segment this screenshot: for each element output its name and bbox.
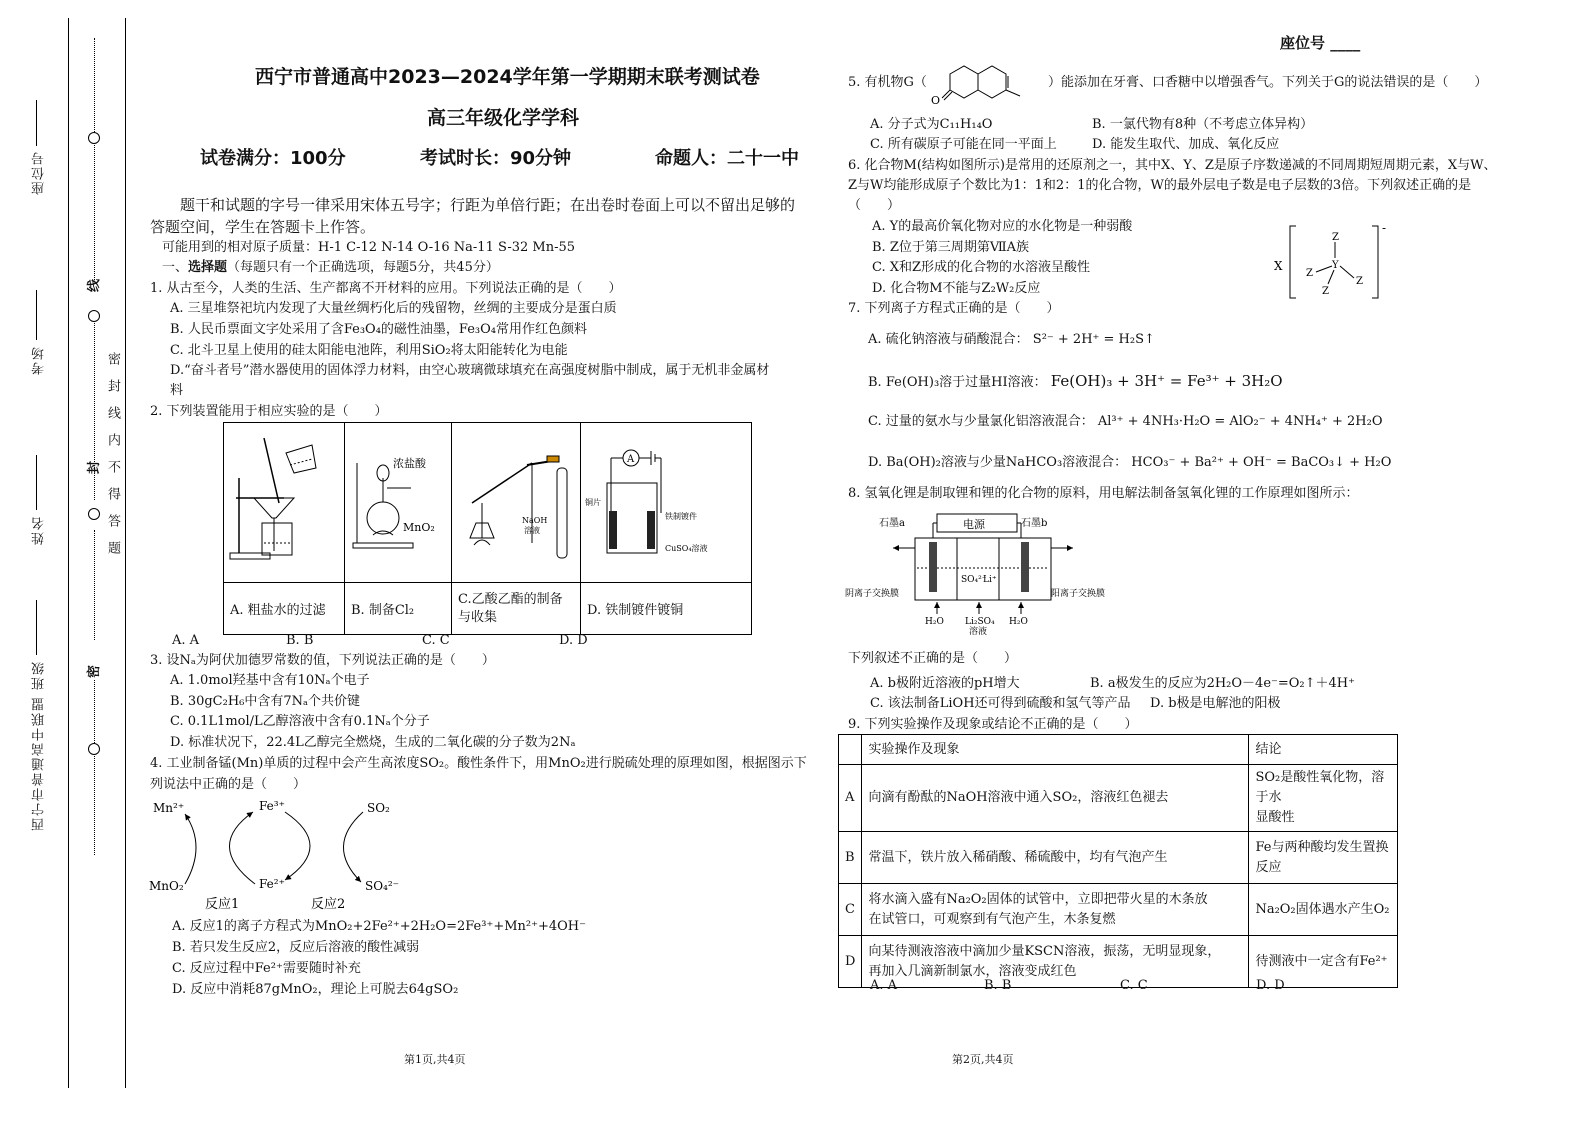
q9-row-conclusion: Na₂O₂固体遇水产生O₂ [1249, 884, 1398, 936]
q9-row-key: D [839, 936, 862, 988]
intro-line-1: 题干和试题的字号一律采用宋体五号字；行距为单倍行距；在出卷时卷面上可以不留出足够的 [180, 196, 796, 214]
q5-option-d: D. 能发生取代、加成、氧化反应 [1092, 137, 1280, 152]
class-label: 西宁市普通高中联盟 班级 [32, 660, 47, 832]
q3-option-d: D. 标准状况下，22.4L乙醇完全燃烧，生成的二氧化碳的分子数为2Nₐ [170, 735, 576, 750]
q8-stem: 8. 氢氧化锂是制取锂和锂的化合物的原料，用电解法制备氢氧化锂的工作原理如图所示： [848, 486, 1359, 501]
caption-d: D. 铁制镀件镀铜 [581, 583, 752, 635]
label-naoh-solution: 溶液 [524, 526, 540, 535]
q6-stem-bracket: （ ） [848, 198, 901, 213]
q3-option-b: B. 30gC₂H₆中含有7Nₐ个共价键 [170, 694, 361, 709]
q4-option-b: B. 若只发生反应2，反应后溶液的酸性减弱 [172, 940, 420, 955]
table-row [839, 765, 1398, 832]
exam-author: 命题人：二十一中 [655, 148, 799, 169]
apparatus-b-cell [345, 423, 452, 583]
name-blank[interactable] [36, 455, 37, 510]
q1-option-a: A. 三星堆祭祀坑内发现了大量丝绸朽化后的残留物，丝绸的主要成分是蛋白质 [170, 301, 617, 316]
binding-ring [88, 508, 100, 520]
q2-apparatus-table [223, 422, 752, 635]
q7-a-text: A. 硫化钠溶液与硝酸混合： [868, 332, 1029, 347]
label-graphite-b: 石墨b [1021, 518, 1048, 529]
exam-score: 试卷满分：100分 [200, 148, 346, 169]
seal-warning: 密封线内不得答题 [105, 352, 120, 568]
label-cation-membrane: 阳离子交换膜 [1051, 589, 1106, 599]
dotted-seal-line [94, 680, 95, 855]
label-mno2: MnO₂ [149, 879, 184, 893]
seal-mark-mi: 密 [87, 664, 103, 679]
q7-b-equation: Fe(OH)₃ + 3H⁺ = Fe³⁺ + 3H₂O [1050, 372, 1283, 390]
label-x: X [1274, 259, 1283, 273]
electroplating-icon [581, 423, 751, 578]
q9-row-operation [862, 936, 1249, 988]
q8-option-b: B. a极发生的反应为2H₂O－4e⁻=O₂↑＋4H⁺ [1090, 676, 1355, 691]
label-cuso4: CuSO₄溶液 [665, 544, 708, 553]
redox-cycle-diagram [145, 796, 405, 914]
label-lithium: Li⁺ [983, 575, 997, 585]
q9-row-operation [862, 884, 1249, 936]
q5-stem-a: 5. 有机物G（ [848, 75, 927, 90]
q6-option-b: B. Z位于第三周期第ⅦA族 [872, 240, 1030, 255]
q1-option-c: C. 北斗卫星上使用的硅太阳能电池阵，利用SiO₂将太阳能转化为电能 [170, 343, 568, 358]
label-z-right: Z [1356, 276, 1363, 287]
room-blank[interactable] [36, 290, 37, 340]
q9-row-conclusion [1249, 832, 1398, 884]
conclusion-line2: 反应 [1255, 859, 1282, 875]
q9-option-b[interactable]: B. B [984, 978, 1012, 993]
class-blank[interactable] [36, 600, 37, 655]
chlorine-generator-icon [345, 423, 451, 578]
q2-option-c[interactable]: C. C [422, 633, 450, 648]
binding-line-outer [68, 18, 69, 1088]
dotted-seal-line [94, 530, 95, 640]
apparatus-d-cell [581, 423, 752, 583]
q9-option-a[interactable]: A. A [870, 978, 898, 993]
q9-option-d[interactable]: D. D [1256, 978, 1285, 993]
apparatus-c-cell [452, 423, 581, 583]
binding-ring [88, 310, 100, 322]
q9-header-operation: 实验操作及现象 [862, 735, 1249, 765]
q7-option-c [868, 413, 1382, 431]
q7-d-equation: HCO₃⁻ + Ba²⁺ + OH⁻ = BaCO₃↓ + H₂O [1131, 455, 1392, 470]
exam-title: 西宁市普通高中2023—2024学年第一学期期末联考测试卷 [255, 66, 760, 88]
operation-line1: 将水滴入盛有Na₂O₂固体的试管中，立即把带火星的木条放 [868, 891, 1208, 907]
q7-a-equation: S²⁻ + 2H⁺ = H₂S↑ [1032, 332, 1155, 347]
q3-stem: 3. 设Nₐ为阿伏加德罗常数的值，下列说法正确的是（ ） [150, 653, 495, 668]
q9-row-conclusion [1249, 765, 1398, 832]
seal-mark-feng: 封 [87, 460, 103, 475]
page-number-2: 第2页,共4页 [952, 1053, 1014, 1066]
section-heading [162, 259, 499, 277]
q9-header-key [839, 735, 862, 765]
label-conc-hcl: 浓盐酸 [393, 457, 426, 470]
section-title: 选择题 [188, 260, 228, 275]
q1-option-b: B. 人民币票面文字处采用了含Fe₃O₄的磁性油墨，Fe₃O₄常用作红色颜料 [170, 322, 587, 337]
label-reaction1: 反应1 [205, 897, 240, 912]
label-water-right: H₂O [1009, 617, 1028, 627]
operation-line1: 向某待测液溶液中滴加少量KSCN溶液，振荡，无明显现象， [868, 943, 1221, 959]
compound-m-structure [1268, 218, 1398, 303]
filtration-apparatus-icon [224, 423, 344, 578]
ammeter-label: A [627, 454, 635, 465]
label-naoh: NaOH [522, 516, 548, 525]
caption-a: A. 粗盐水的过滤 [224, 583, 345, 635]
q2-stem: 2. 下列装置能用于相应实验的是（ ） [150, 404, 388, 419]
room-label: 考场 [32, 345, 47, 375]
q4-stem: 4. 工业制备锰(Mn)单质的过程中会产生高浓度SO₂。酸性条件下，用MnO₂进行脱硫处理的原理如图，根据图示下 [150, 756, 807, 771]
q7-b-text: B. Fe(OH)₃溶于过量HI溶液： [868, 375, 1047, 390]
exam-subtitle: 高三年级化学学科 [427, 107, 580, 129]
ester-apparatus-icon [452, 423, 580, 578]
label-so4: SO₄²⁻ [365, 879, 400, 893]
q8-option-d: D. b极是电解池的阳极 [1150, 696, 1281, 711]
table-row [839, 884, 1398, 936]
operation-line2: 在试管口，可观察到有气泡产生，木条复燃 [868, 911, 1116, 927]
caption-c [452, 583, 581, 635]
name-label: 姓名 [32, 515, 47, 545]
q6-option-c: C. X和Z形成的化合物的水溶液呈酸性 [872, 260, 1091, 275]
label-li2so4: Li₂SO₄ [965, 617, 995, 627]
apparatus-a-cell [224, 423, 345, 583]
q4-stem-cont: 列说法中正确的是（ ） [150, 777, 307, 792]
intro-line-2: 答题空间，学生在答题卡上作答。 [150, 218, 376, 236]
label-fe3: Fe³⁺ [259, 799, 285, 813]
q7-option-d [868, 454, 1391, 472]
q6-stem-cont: Z与W均能形成原子个数比为1：1和2：1的化合物，W的最外层电子数是电子层数的3倍。下列叙述正确的是 [848, 178, 1472, 193]
section-prefix: 一、 [162, 260, 189, 275]
label-y-center: Y [1332, 260, 1339, 271]
organic-compound-g-structure [928, 54, 1040, 110]
q7-stem: 7. 下列离子方程式正确的是（ ） [848, 301, 1060, 316]
conclusion-line2: 显酸性 [1255, 810, 1295, 825]
q3-option-a: A. 1.0mol羟基中含有10Nₐ个电子 [170, 673, 370, 688]
binding-line-inner [125, 18, 126, 1088]
q6-option-d: D. 化合物M不能与Z₂W₂反应 [872, 281, 1041, 296]
label-water-left: H₂O [925, 617, 944, 627]
label-z-bottom: Z [1322, 286, 1329, 297]
q5-stem-b: ）能添加在牙膏、口香糖中以增强香气。下列关于G的说法错误的是（ ） [1048, 75, 1488, 90]
exam-time: 考试时长：90分钟 [420, 148, 572, 169]
label-copper: 铜片 [585, 498, 601, 507]
label-power: 电源 [963, 518, 985, 531]
q7-c-equation: Al³⁺ + 4NH₃·H₂O = AlO₂⁻ + 4NH₄⁺ + 2H₂O [1097, 414, 1383, 429]
q5-option-a: A. 分子式为C₁₁H₁₄O [870, 117, 993, 132]
q6-option-a: A. Y的最高价氧化物对应的水化物是一种弱酸 [872, 219, 1133, 234]
q7-option-a [868, 331, 1155, 349]
label-so2: SO₂ [367, 801, 390, 815]
atomic-masses: 可能用到的相对原子质量：H-1 C-12 N-14 O-16 Na-11 S-32 Mn-55 [162, 240, 576, 255]
label-iron-part: 铁制镀件 [665, 512, 697, 521]
section-note: （每题只有一个正确选项，每题5分，共45分） [227, 260, 499, 275]
q8-option-a: A. b极附近溶液的pH增大 [870, 676, 1020, 691]
dotted-seal-line [94, 38, 95, 280]
q9-table [838, 734, 1398, 988]
label-graphite-a: 石墨a [879, 518, 905, 529]
q6-stem: 6. 化合物M(结构如图所示)是常用的还原剂之一，其中X、Y、Z是原子序数递减的不同周期短周期元素，X与W、 [848, 158, 1497, 173]
label-sulfate: SO₄²⁻ [961, 575, 987, 585]
q2-option-d[interactable]: D. D [559, 633, 588, 648]
q9-row-key: B [839, 832, 862, 884]
label-z-top: Z [1332, 232, 1339, 243]
q5-option-b: B. 一氯代物有8种（不考虑立体异构） [1092, 117, 1314, 132]
q9-row-conclusion: 待测液中一定含有Fe²⁺ [1249, 936, 1398, 988]
label-solution: 溶液 [969, 627, 988, 637]
q1-option-d-cont: 料 [170, 383, 184, 398]
q4-option-d: D. 反应中消耗87gMnO₂，理论上可脱去64gSO₂ [172, 982, 459, 997]
table-row [839, 832, 1398, 884]
page-number-1: 第1页,共4页 [404, 1053, 466, 1066]
q7-d-text: D. Ba(OH)₂溶液与少量NaHCO₃溶液混合： [868, 455, 1128, 470]
q9-stem: 9. 下列实验操作及现象或结论不正确的是（ ） [848, 717, 1138, 732]
conclusion-line1: Fe与两种酸均发生置换 [1255, 839, 1389, 855]
table-row [839, 936, 1398, 988]
binding-ring [88, 132, 100, 144]
q3-option-c: C. 0.1L1mol/L乙醇溶液中含有0.1Nₐ个分子 [170, 714, 430, 729]
label-fe2: Fe²⁺ [259, 877, 285, 891]
q1-option-d: D.“奋斗者号”潜水器使用的固体浮力材料，由空心玻璃微球填充在高强度树脂中制成，属于无机非金属材 [170, 363, 770, 378]
seat-number: 座位号 ____ [1280, 34, 1361, 52]
label-mno2: MnO₂ [403, 521, 435, 534]
label-mn2: Mn²⁺ [153, 801, 185, 815]
q9-row-key: C [839, 884, 862, 936]
binding-ring [88, 743, 100, 755]
q9-row-key: A [839, 765, 862, 832]
label-reaction2: 反应2 [311, 897, 346, 912]
q7-c-text: C. 过量的氨水与少量氯化铝溶液混合： [868, 414, 1094, 429]
q8-stem-2: 下列叙述不正确的是（ ） [848, 651, 1018, 666]
q2-option-b[interactable]: B. B [286, 633, 314, 648]
electrolysis-cell-diagram [845, 508, 1120, 638]
q4-option-a: A. 反应1的离子方程式为MnO₂+2Fe²⁺+2H₂O=2Fe³⁺+Mn²⁺+4OH⁻ [172, 919, 586, 934]
seat-label: 座位号 [32, 150, 47, 195]
caption-b: B. 制备Cl₂ [345, 583, 452, 635]
caption-c-line1: C.乙酸乙酯的制备 [458, 591, 563, 607]
q2-option-a[interactable]: A. A [172, 633, 200, 648]
conclusion-line1: SO₂是酸性氧化物，溶于水 [1255, 770, 1385, 805]
q7-option-b [868, 372, 1283, 392]
q9-option-c[interactable]: C. C [1120, 978, 1148, 993]
q9-row-operation: 常温下，铁片放入稀硝酸、稀硫酸中，均有气泡产生 [862, 832, 1249, 884]
q9-row-operation: 向滴有酚酞的NaOH溶液中通入SO₂，溶液红色褪去 [862, 765, 1249, 832]
label-anion-membrane: 阴离子交换膜 [845, 589, 900, 599]
seal-mark-xian: 线 [87, 278, 103, 293]
q8-option-c: C. 该法制备LiOH还可得到硫酸和氢气等产品 [870, 696, 1131, 711]
label-z-left: Z [1306, 268, 1313, 279]
label-oxygen: O [931, 94, 941, 107]
operation-line2: 再加入几滴新制氯水，溶液变成红色 [868, 963, 1077, 979]
q9-header-conclusion: 结论 [1249, 735, 1398, 765]
q1-stem: 1. 从古至今，人类的生活、生产都离不开材料的应用。下列说法正确的是（ ） [150, 281, 622, 296]
q5-option-c: C. 所有碳原子可能在同一平面上 [870, 137, 1057, 152]
label-charge: - [1382, 221, 1387, 235]
seat-blank[interactable] [36, 100, 37, 146]
caption-c-line2: 与收集 [458, 609, 498, 625]
q4-option-c: C. 反应过程中Fe²⁺需要随时补充 [172, 961, 361, 976]
